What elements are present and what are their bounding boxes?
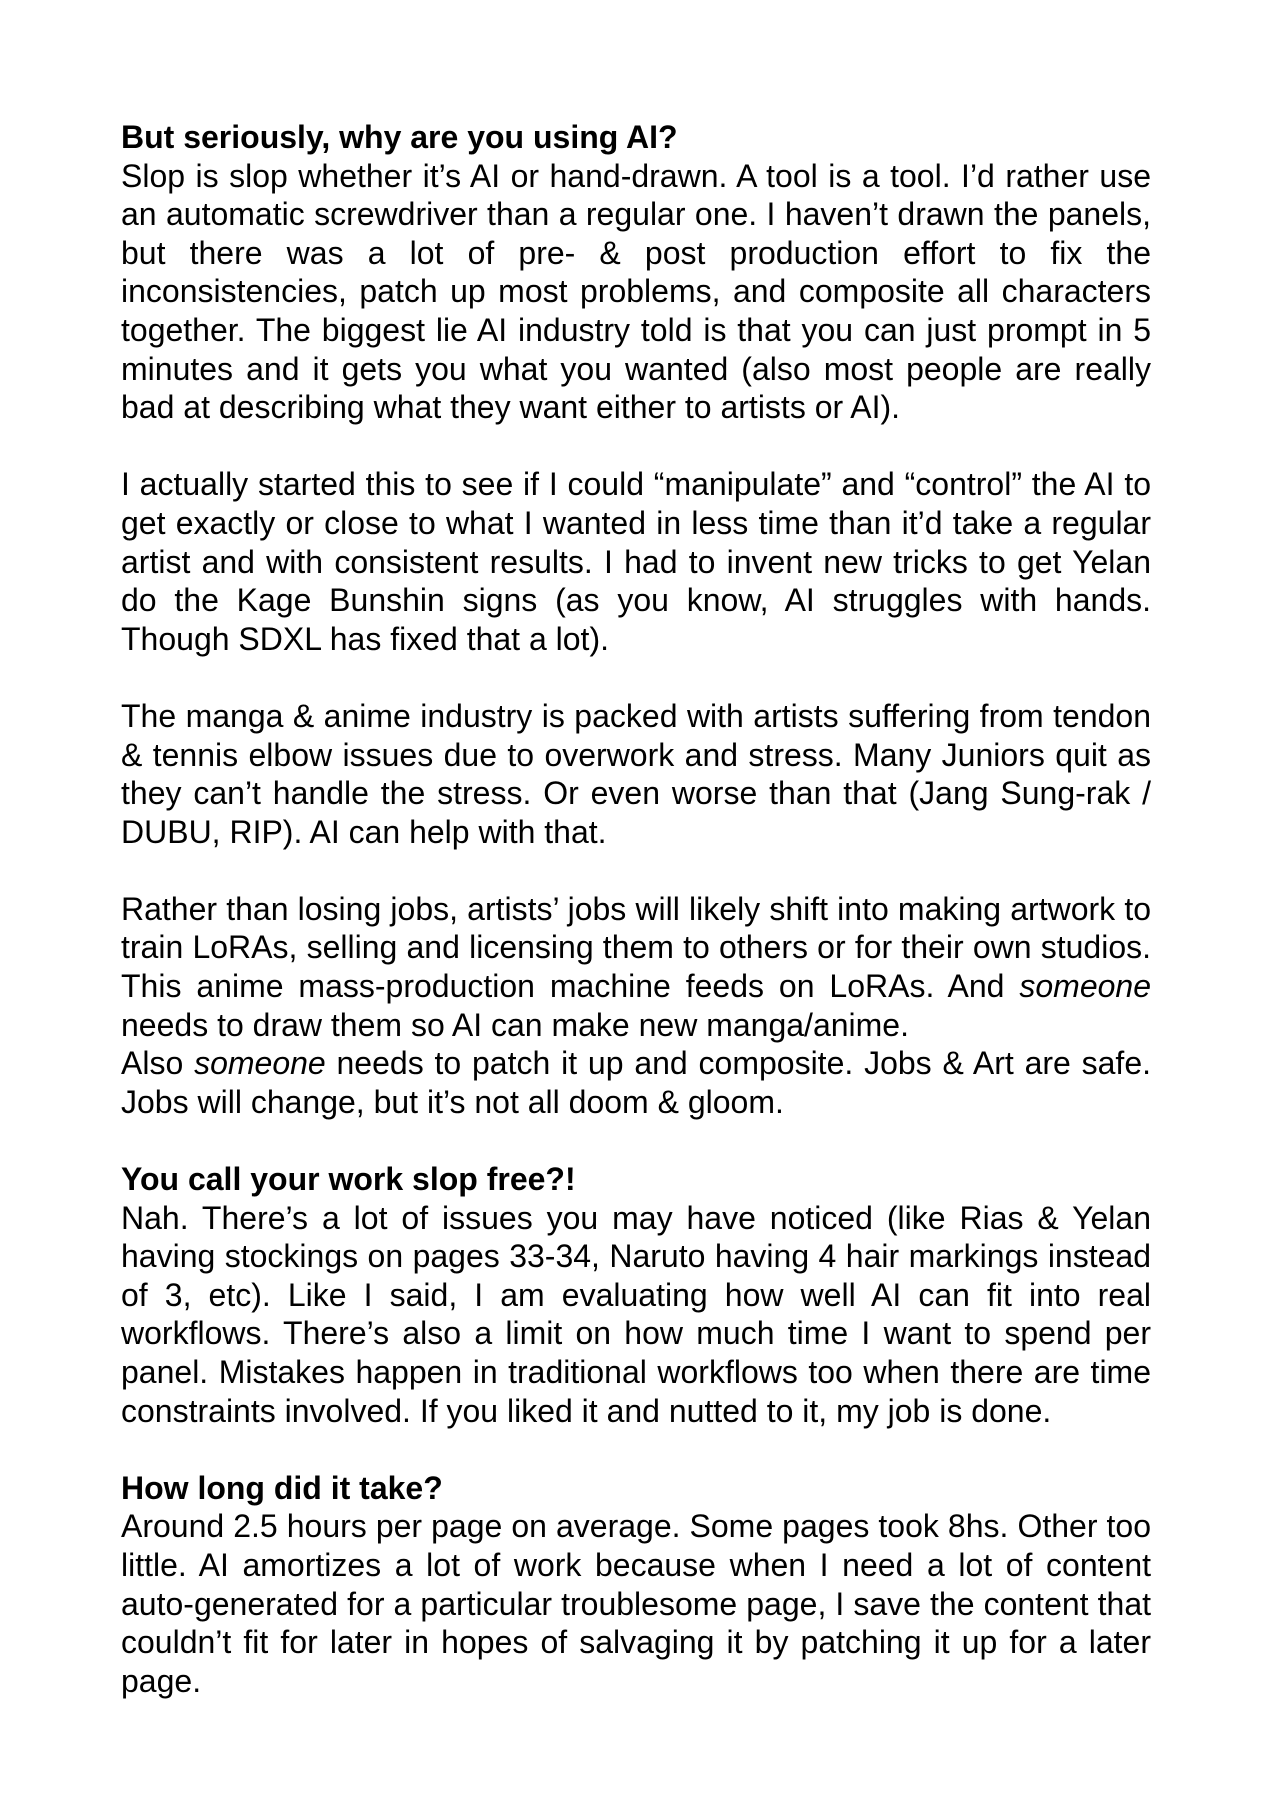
text-run: Slop is slop whether it’s AI or hand-drawn. A tool is a tool. I’d rather use an automatic screwdriver than a regular one. I haven’t drawn the panels, but there was a lot of pre- & post production effort to fix the inconsistencies, patch up most problems, and composite all characters together. The biggest lie AI industry told is that you can just prompt in 5 minutes and it gets you what you wanted (also most people are really bad at describing what they want either to artists or AI).: [121, 157, 1151, 426]
paragraph-jobs-shift: [121, 890, 1151, 1044]
faq-section-slop-free: [121, 1160, 1151, 1430]
text-run: Around 2.5 hours per page on average. Some pages took 8hs. Other too little. AI amortizes a lot of work because when I need a lot of content auto-generated for a particular troublesome page, I save the content that couldn’t fit for later in hopes of salvaging it by patching it up for a later page.: [121, 1508, 1151, 1699]
italic-text-run: someone: [194, 1045, 326, 1082]
text-run: I actually started this to see if I could “manipulate” and “control” the AI to get exactly or close to what I wanted in less time than it’d take a regular artist and with consistent results. I had to invent new tricks to get Yelan do the Kage Bunshin signs (as you know, AI struggles with hands. Though SDXL has fixed that a lot).: [121, 466, 1151, 657]
text-run: needs to draw them so AI can make new manga/anime.: [121, 1006, 909, 1043]
text-run: Rather than losing jobs, artists’ jobs will likely shift into making artwork to train LoRAs, selling and licensing them to others or for their own studios. This anime mass-production machine feeds on LoRAs. And: [121, 890, 1151, 1005]
heading-how-long: How long did it take?: [121, 1469, 443, 1506]
paragraph-industry-stress: [121, 697, 1151, 851]
paragraph-started-this: [121, 465, 1151, 658]
paragraph-jobs-safe: [121, 1044, 1151, 1121]
paragraph-slop-is-slop: [121, 157, 1151, 427]
document-page: [121, 118, 1151, 1700]
faq-section-how-long: [121, 1469, 1151, 1701]
faq-section-why-ai: [121, 118, 1151, 1121]
text-run: Nah. There’s a lot of issues you may have noticed (like Rias & Yelan having stockings on pages 33-34, Naruto having 4 hair markings instead of 3, etc). Like I said, I am evaluating how well AI can fit into real workflows. There’s also a limit on how much time I want to spend per panel. Mistakes happen in traditional workflows too when there are time constraints involved. If you liked it and nutted to it, my job is done.: [121, 1199, 1151, 1429]
paragraph-issues-noticed: [121, 1199, 1151, 1431]
heading-slop-free: You call your work slop free?!: [121, 1161, 576, 1198]
text-run: The manga & anime industry is packed with artists suffering from tendon & tennis elbow issues due to overwork and stress. Many Juniors quit as they can’t handle the stress. Or even worse than that (Jang Sung-rak / DUBU, RIP). AI can help with that.: [121, 697, 1151, 850]
text-run: Also: [121, 1045, 195, 1082]
paragraph-hours-per-page: [121, 1507, 1151, 1700]
heading-why-using-ai: But seriously, why are you using AI?: [121, 119, 678, 155]
text-run: needs to patch it up and composite. Jobs & Art are safe. Jobs will change, but it’s not all doom & gloom.: [121, 1045, 1152, 1120]
italic-text-run: someone: [1019, 968, 1151, 1005]
